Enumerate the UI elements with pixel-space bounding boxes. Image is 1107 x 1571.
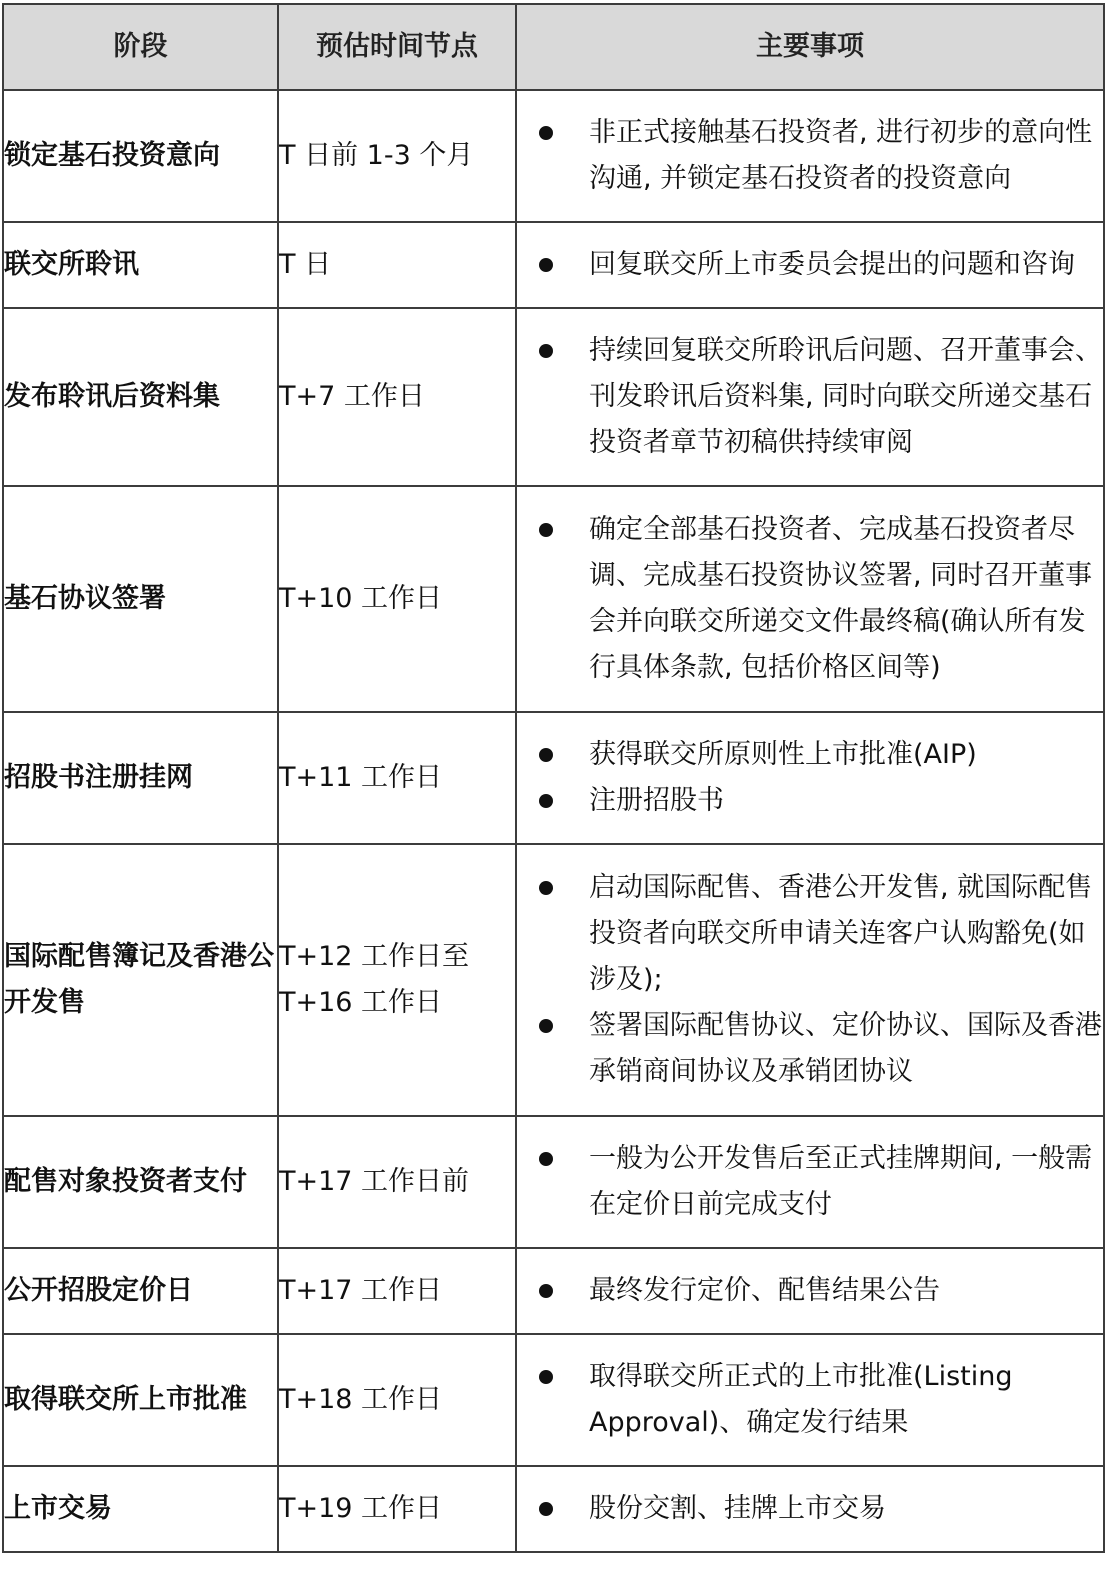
items-cell xyxy=(516,486,1104,712)
items-list xyxy=(517,865,1103,1095)
time-cell xyxy=(278,1248,516,1334)
time-cell xyxy=(278,308,516,486)
time-line: T+17 工作日 xyxy=(279,1275,443,1306)
time-cell xyxy=(278,90,516,222)
time-cell xyxy=(278,1466,516,1552)
list-item: 注册招股书 xyxy=(517,778,1103,824)
time-cell xyxy=(278,1116,516,1248)
table-row xyxy=(3,308,1104,486)
table-row xyxy=(3,844,1104,1116)
list-item: 最终发行定价、配售结果公告 xyxy=(517,1268,1103,1314)
items-cell xyxy=(516,1116,1104,1248)
ipo-timeline-table xyxy=(2,3,1105,1553)
items-list xyxy=(517,1354,1103,1446)
list-item: 获得联交所原则性上市批准(AIP) xyxy=(517,732,1103,778)
stage-cell: 锁定基石投资意向 xyxy=(3,90,278,222)
list-item: 回复联交所上市委员会提出的问题和咨询 xyxy=(517,242,1103,288)
table-row xyxy=(3,486,1104,712)
items-list xyxy=(517,110,1103,202)
table-row xyxy=(3,222,1104,308)
items-list xyxy=(517,507,1103,691)
list-item: 一般为公开发售后至正式挂牌期间, 一般需在定价日前完成支付 xyxy=(517,1136,1103,1228)
stage-cell: 上市交易 xyxy=(3,1466,278,1552)
items-cell xyxy=(516,712,1104,844)
list-item: 确定全部基石投资者、完成基石投资者尽调、完成基石投资协议签署, 同时召开董事会并向联交所递交文件最终稿(确认所有发行具体条款, 包括价格区间等) xyxy=(517,507,1103,691)
time-cell xyxy=(278,486,516,712)
items-list xyxy=(517,242,1103,288)
stage-cell: 配售对象投资者支付 xyxy=(3,1116,278,1248)
time-line: T+19 工作日 xyxy=(279,1493,443,1524)
time-line: T+18 工作日 xyxy=(279,1384,443,1415)
list-item: 取得联交所正式的上市批准(Listing Approval)、确定发行结果 xyxy=(517,1354,1103,1446)
time-line: T 日 xyxy=(279,249,332,280)
stage-cell: 招股书注册挂网 xyxy=(3,712,278,844)
header-items: 主要事项 xyxy=(516,4,1104,90)
list-item: 签署国际配售协议、定价协议、国际及香港承销商间协议及承销团协议 xyxy=(517,1003,1103,1095)
list-item: 非正式接触基石投资者, 进行初步的意向性沟通, 并锁定基石投资者的投资意向 xyxy=(517,110,1103,202)
table-row xyxy=(3,1116,1104,1248)
items-cell xyxy=(516,1466,1104,1552)
table-row xyxy=(3,712,1104,844)
stage-cell: 基石协议签署 xyxy=(3,486,278,712)
time-line: T+16 工作日 xyxy=(279,987,443,1018)
items-list xyxy=(517,1486,1103,1532)
header-row xyxy=(3,4,1104,90)
items-list xyxy=(517,732,1103,824)
items-list xyxy=(517,1268,1103,1314)
time-line: T+17 工作日前 xyxy=(279,1166,470,1197)
list-item: 持续回复联交所聆讯后问题、召开董事会、刊发聆讯后资料集, 同时向联交所递交基石投资者章节初稿供持续审阅 xyxy=(517,328,1103,466)
time-line: T 日前 1-3 个月 xyxy=(279,140,474,171)
header-stage: 阶段 xyxy=(3,4,278,90)
table-body xyxy=(3,90,1104,1552)
items-list xyxy=(517,1136,1103,1228)
items-cell xyxy=(516,1334,1104,1466)
stage-cell: 联交所聆讯 xyxy=(3,222,278,308)
items-cell xyxy=(516,222,1104,308)
time-cell xyxy=(278,844,516,1116)
time-line: T+11 工作日 xyxy=(279,762,443,793)
items-cell xyxy=(516,308,1104,486)
time-line: T+7 工作日 xyxy=(279,381,425,412)
table-row xyxy=(3,1466,1104,1552)
stage-cell: 公开招股定价日 xyxy=(3,1248,278,1334)
table-row xyxy=(3,90,1104,222)
time-line: T+12 工作日至 xyxy=(279,941,470,972)
list-item: 启动国际配售、香港公开发售, 就国际配售投资者向联交所申请关连客户认购豁免(如涉及); xyxy=(517,865,1103,1003)
items-cell xyxy=(516,1248,1104,1334)
table-row xyxy=(3,1334,1104,1466)
time-line: T+10 工作日 xyxy=(279,583,443,614)
list-item: 股份交割、挂牌上市交易 xyxy=(517,1486,1103,1532)
stage-cell: 国际配售簿记及香港公开发售 xyxy=(3,844,278,1116)
stage-cell: 发布聆讯后资料集 xyxy=(3,308,278,486)
table-row xyxy=(3,1248,1104,1334)
time-cell xyxy=(278,1334,516,1466)
items-cell xyxy=(516,844,1104,1116)
time-cell xyxy=(278,222,516,308)
items-list xyxy=(517,328,1103,466)
stage-cell: 取得联交所上市批准 xyxy=(3,1334,278,1466)
items-cell xyxy=(516,90,1104,222)
header-time: 预估时间节点 xyxy=(278,4,516,90)
time-cell xyxy=(278,712,516,844)
